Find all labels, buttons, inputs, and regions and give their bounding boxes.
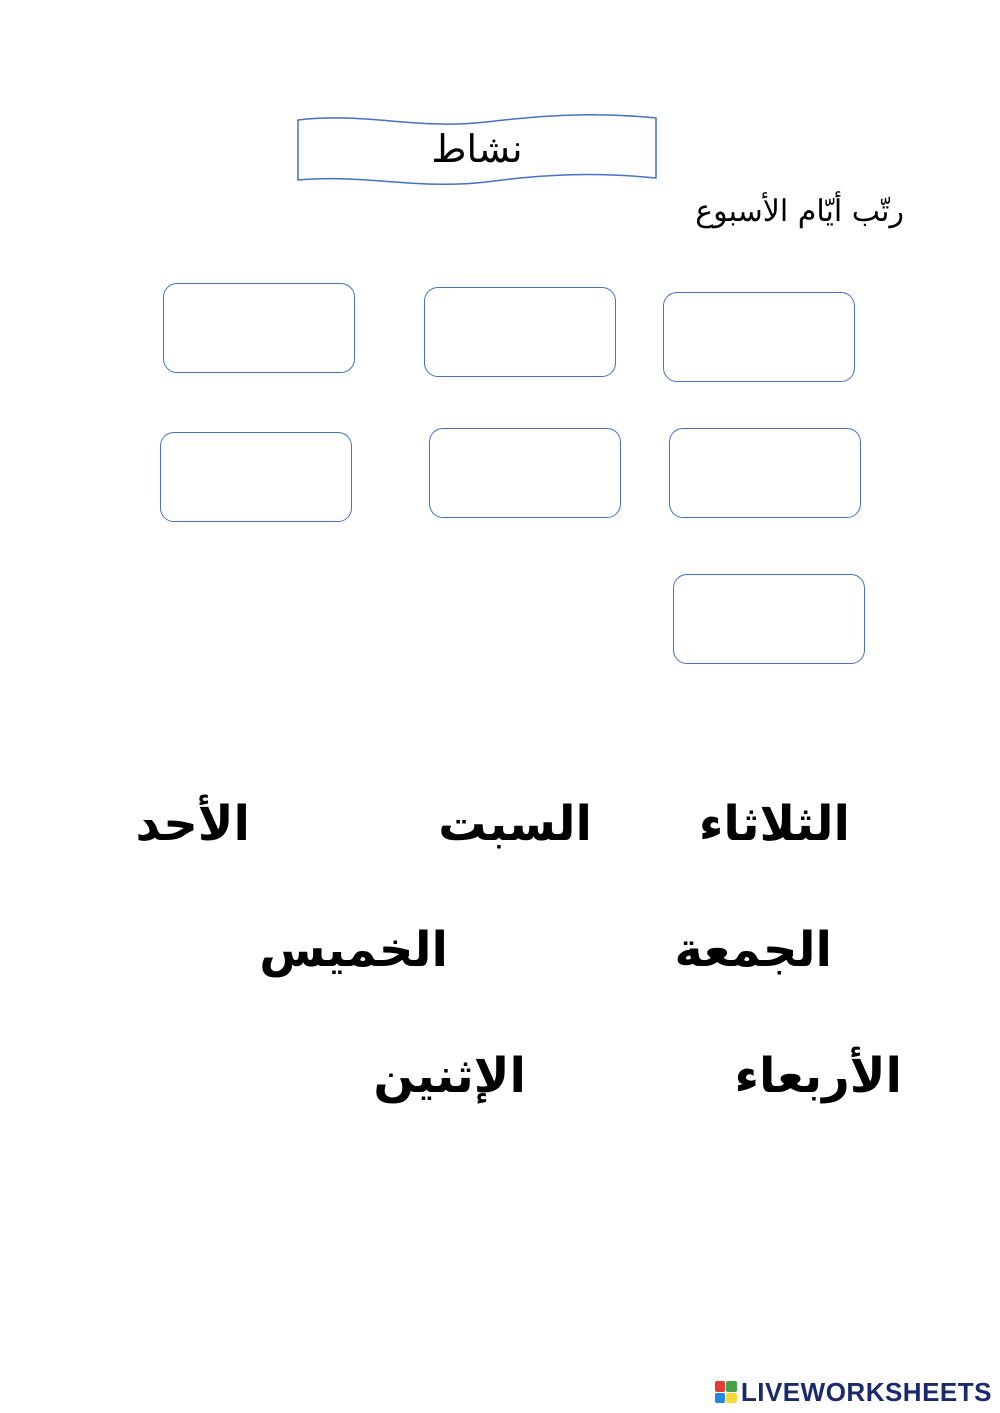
answer-slot-7[interactable] (673, 574, 865, 664)
word-friday[interactable]: الجمعة (674, 922, 832, 978)
liveworksheets-logo-icon (715, 1381, 737, 1403)
answer-slot-4[interactable] (669, 428, 861, 518)
liveworksheets-branding[interactable] (715, 1377, 992, 1407)
word-sunday[interactable]: الأحد (135, 796, 250, 852)
word-wednesday[interactable]: الأربعاء (734, 1048, 902, 1104)
word-monday[interactable]: الإثنين (373, 1048, 526, 1104)
answer-slot-2[interactable] (424, 287, 616, 377)
instruction-text: رتّب أيّام الأسبوع (695, 194, 904, 229)
brand-name: LIVEWORKSHEETS (740, 1377, 992, 1407)
answer-slot-1[interactable] (663, 292, 855, 382)
answer-slot-5[interactable] (429, 428, 621, 518)
activity-title-banner (296, 112, 658, 190)
word-saturday[interactable]: السبت (438, 796, 592, 852)
answer-slot-3[interactable] (163, 283, 355, 373)
activity-title: نشاط (431, 127, 523, 171)
answer-slot-6[interactable] (160, 432, 352, 522)
word-tuesday[interactable]: الثلاثاء (698, 796, 850, 852)
word-thursday[interactable]: الخميس (259, 922, 448, 978)
